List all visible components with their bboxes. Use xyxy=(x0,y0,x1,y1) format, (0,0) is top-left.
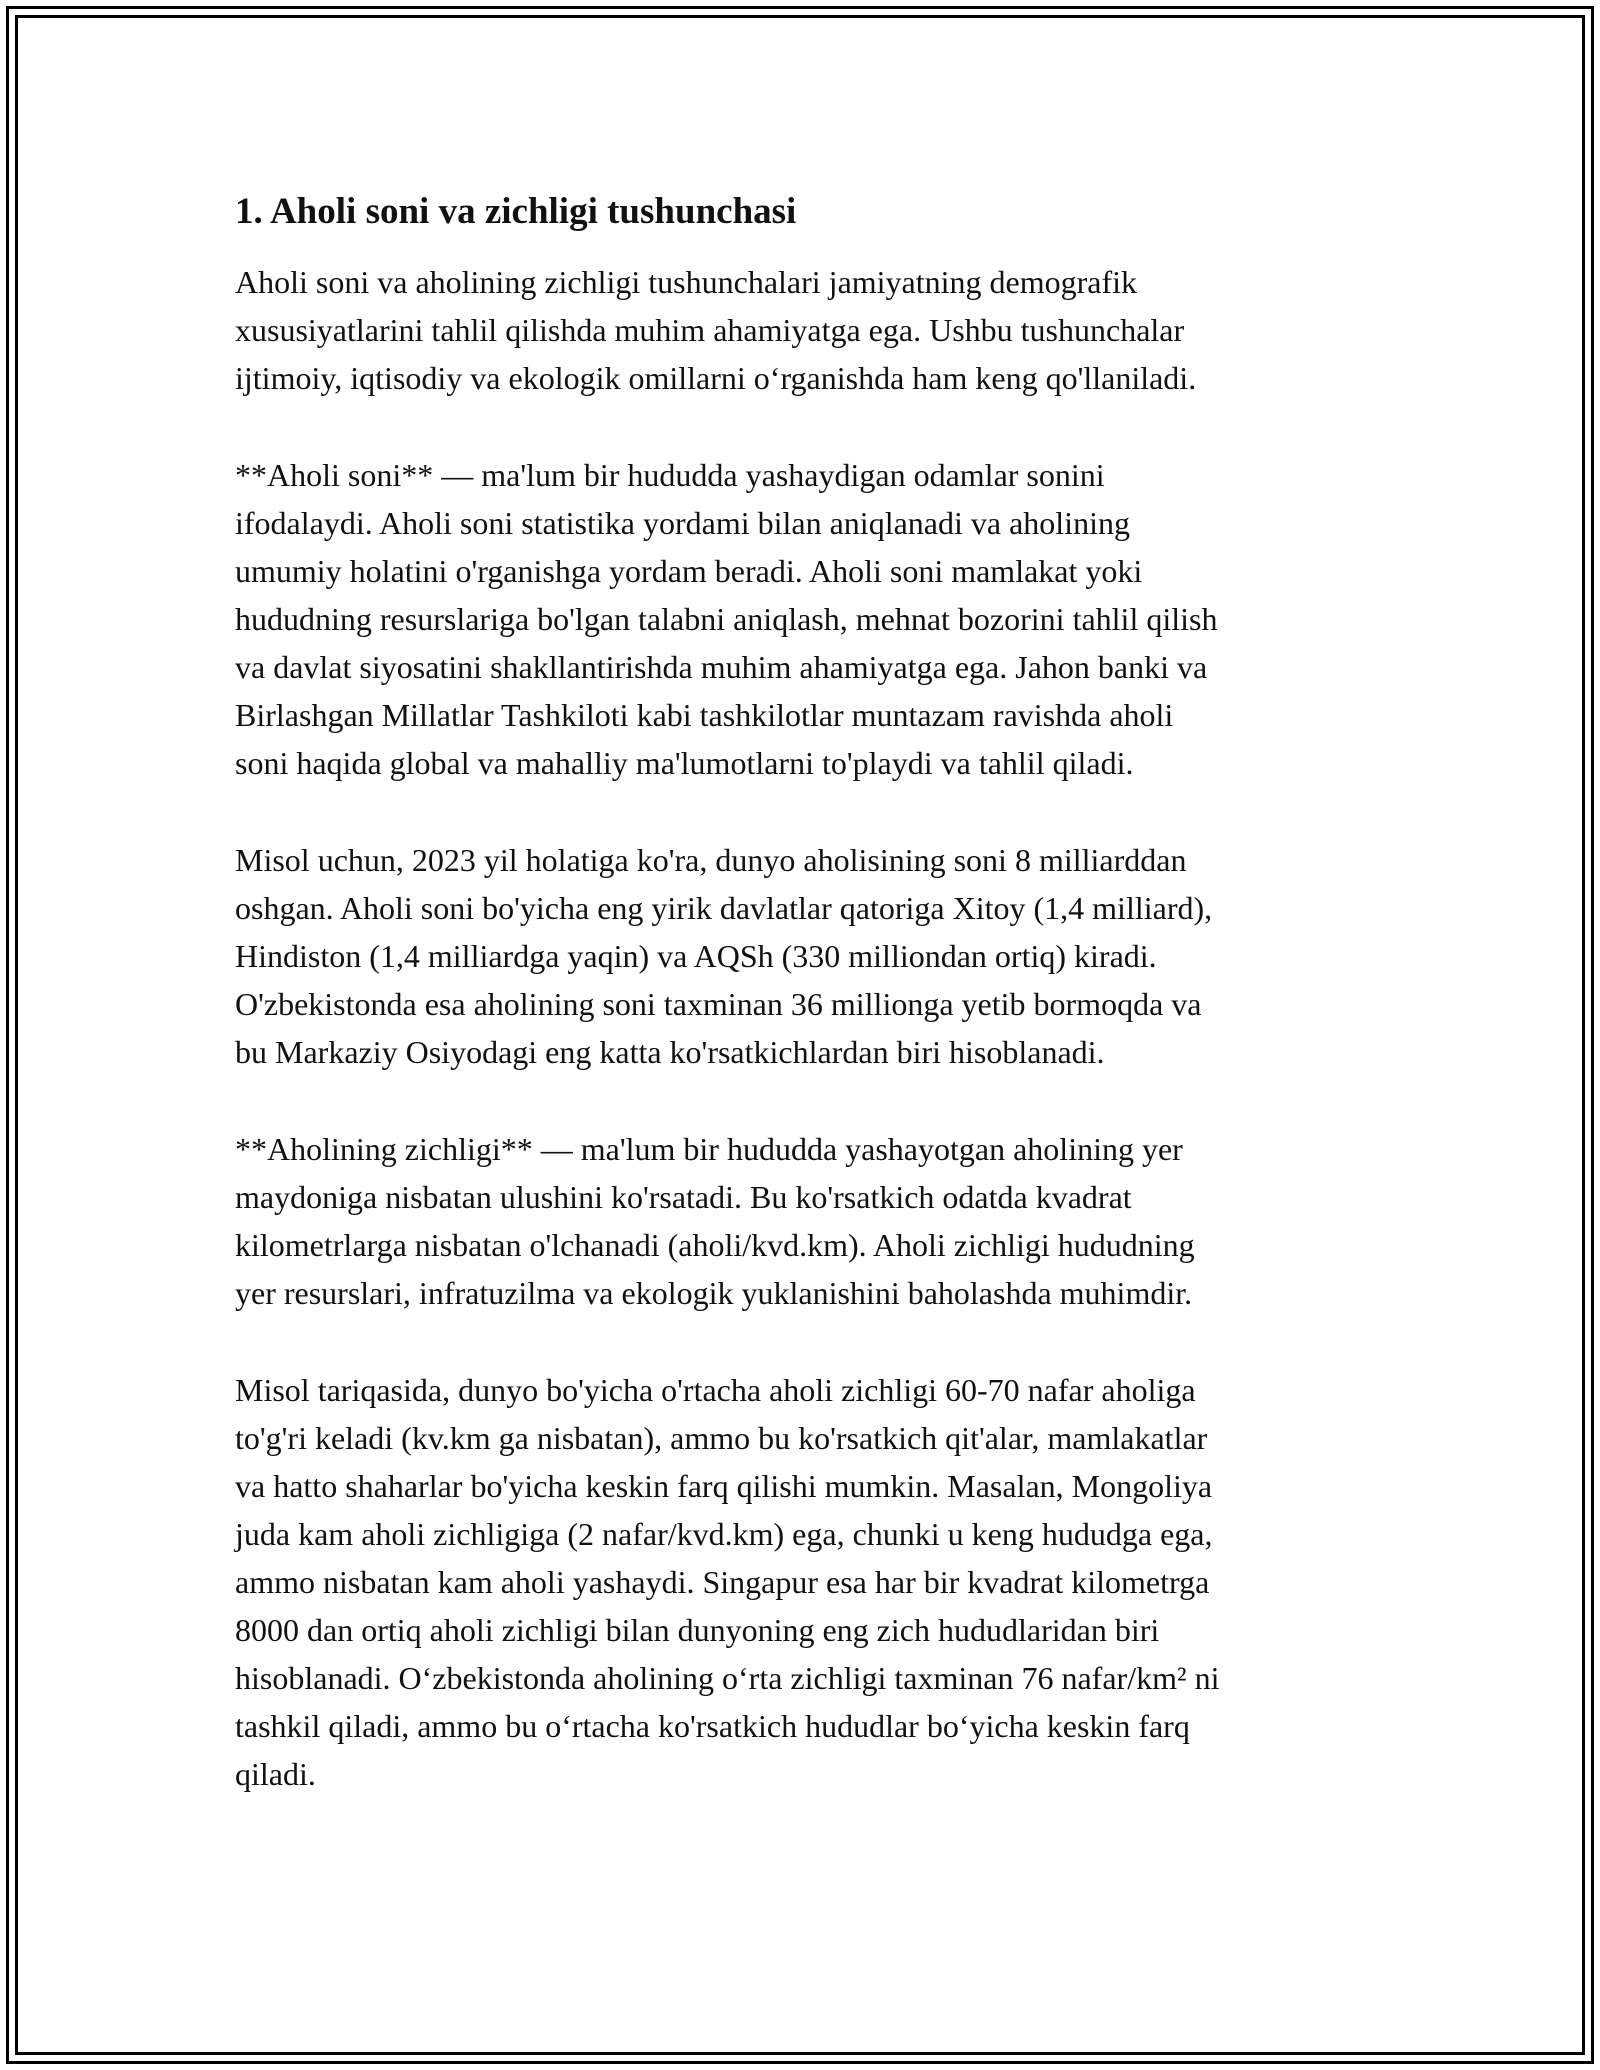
text-line: bu Markaziy Osiyodagi eng katta ko'rsatkichlardan biri hisoblanadi. xyxy=(235,1034,1105,1070)
text-line: to'g'ri keladi (kv.km ga nisbatan), ammo bu ko'rsatkich qit'alar, mamlakatlar xyxy=(235,1420,1208,1456)
text-line: O'zbekistonda esa aholining soni taxminan 36 millionga yetib bormoqda va xyxy=(235,986,1202,1022)
text-line: Misol tariqasida, dunyo bo'yicha o'rtacha aholi zichligi 60-70 nafar aholiga xyxy=(235,1372,1196,1408)
text-line: ammo nisbatan kam aholi yashaydi. Singapur esa har bir kvadrat kilometrga xyxy=(235,1564,1210,1600)
paragraph xyxy=(235,258,1375,402)
text-line: hududning resurslariga bo'lgan talabni aniqlash, mehnat bozorini tahlil qilish xyxy=(235,601,1218,637)
text-line: qiladi. xyxy=(235,1756,316,1792)
text-line: hisoblanadi. O‘zbekistonda aholining o‘rta zichligi taxminan 76 nafar/km² ni xyxy=(235,1660,1220,1696)
text-line: Aholi soni va aholining zichligi tushunchalari jamiyatning demografik xyxy=(235,264,1138,300)
text-line: **Aholi soni** — ma'lum bir hududda yashaydigan odamlar sonini xyxy=(235,457,1105,493)
text-line: kilometrlarga nisbatan o'lchanadi (aholi/kvd.km). Aholi zichligi hududning xyxy=(235,1227,1195,1263)
text-line: va hatto shaharlar bo'yicha keskin farq qilishi mumkin. Masalan, Mongoliya xyxy=(235,1468,1213,1504)
paragraph xyxy=(235,1125,1375,1317)
paragraph xyxy=(235,836,1375,1076)
paragraph-list xyxy=(235,258,1375,1798)
text-line: maydoniga nisbatan ulushini ko'rsatadi. Bu ko'rsatkich odatda kvadrat xyxy=(235,1179,1132,1215)
paragraph xyxy=(235,1366,1375,1798)
text-line: umumiy holatini o'rganishga yordam beradi. Aholi soni mamlakat yoki xyxy=(235,553,1143,589)
text-line: ifodalaydi. Aholi soni statistika yordami bilan aniqlanadi va aholining xyxy=(235,505,1130,541)
paragraph xyxy=(235,451,1375,787)
text-line: Misol uchun, 2023 yil holatiga ko'ra, dunyo aholisining soni 8 milliarddan xyxy=(235,842,1187,878)
text-line: juda kam aholi zichligiga (2 nafar/kvd.km) ega, chunki u keng hududga ega, xyxy=(235,1516,1213,1552)
text-line: va davlat siyosatini shakllantirishda muhim ahamiyatga ega. Jahon banki va xyxy=(235,649,1208,685)
text-line: Hindiston (1,4 milliardga yaqin) va AQSh (330 milliondan ortiq) kiradi. xyxy=(235,938,1157,974)
text-line: **Aholining zichligi** — ma'lum bir hududda yashayotgan aholining yer xyxy=(235,1131,1183,1167)
text-line: xususiyatlarini tahlil qilishda muhim ahamiyatga ega. Ushbu tushunchalar xyxy=(235,312,1185,348)
text-line: soni haqida global va mahalliy ma'lumotlarni to'playdi va tahlil qiladi. xyxy=(235,745,1134,781)
text-line: ijtimoiy, iqtisodiy va ekologik omillarni o‘rganishda ham keng qo'llaniladi. xyxy=(235,360,1197,396)
section-heading: 1. Aholi soni va zichligi tushunchasi xyxy=(235,191,797,232)
document-body xyxy=(235,188,1375,1847)
text-line: yer resurslari, infratuzilma va ekologik yuklanishini baholashda muhimdir. xyxy=(235,1275,1193,1311)
text-line: 8000 dan ortiq aholi zichligi bilan dunyoning eng zich hududlaridan biri xyxy=(235,1612,1160,1648)
text-line: Birlashgan Millatlar Tashkiloti kabi tashkilotlar muntazam ravishda aholi xyxy=(235,697,1174,733)
text-line: oshgan. Aholi soni bo'yicha eng yirik davlatlar qatoriga Xitoy (1,4 milliard), xyxy=(235,890,1213,926)
text-line: tashkil qiladi, ammo bu o‘rtacha ko'rsatkich hududlar bo‘yicha keskin farq xyxy=(235,1708,1190,1744)
